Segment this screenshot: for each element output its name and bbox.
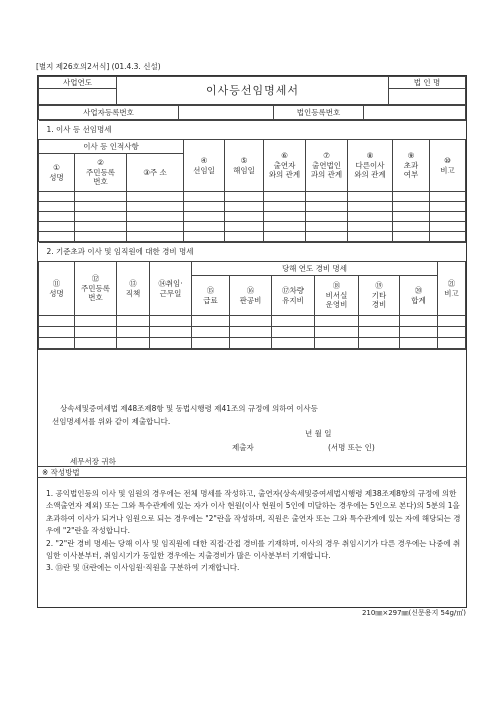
notes-divider xyxy=(37,466,467,467)
paper-size-footer: 210㎜×297㎜(신문용지 54g/㎡) xyxy=(361,609,466,617)
s2-col-entertain: ⑯ 판공비 xyxy=(230,276,272,316)
s1-col-remarks: ⑩ 비고 xyxy=(430,140,466,192)
s2-col-position: ⑬ 직책 xyxy=(117,262,150,316)
s2-col-name: ⑪ 성명 xyxy=(39,262,75,316)
table-row xyxy=(39,232,466,242)
submitter-label: 제출자 xyxy=(232,443,254,452)
table-row xyxy=(39,316,466,327)
section1-table xyxy=(38,120,466,242)
section2-heading: 2. 기준초과 이사 및 임직원에 대한 경비 명세 xyxy=(39,243,466,262)
s1-group-header: 이사 등 인적사항 xyxy=(39,140,184,154)
notes-heading: ※ 작성방법 xyxy=(42,468,80,477)
table-row xyxy=(39,202,466,212)
section2-table xyxy=(38,242,466,349)
pledge-line-2: 선임명세서를 위와 같이 제출합니다. xyxy=(52,417,171,426)
note-item-2: 2. "2"란 경비 명세는 당해 이사 및 임직원에 대한 직접·간접 경비를 기재하며, 이사의 경우 취임시기가 다른 경우에는 나중에 취임한 이사분부터, 취임시기가 동일한 경우에는 지출경비가 많은 이사분부터 기재합니다. xyxy=(46,538,461,560)
s1-col-id: ② 주민등록 번호 xyxy=(75,154,127,192)
s1-col-rel-corp: ⑦ 출연법인 과의 관계 xyxy=(306,140,348,192)
biz-no-label: 사업자등록번호 xyxy=(39,106,179,120)
table-row xyxy=(39,327,466,338)
year-value[interactable] xyxy=(39,89,117,105)
year-label: 사업연도 xyxy=(39,77,117,89)
s1-col-appoint: ④ 선임일 xyxy=(184,140,225,192)
s1-col-dismiss: ⑤ 해임일 xyxy=(225,140,264,192)
s1-col-rel-donor: ⑥ 출연자 와의 관계 xyxy=(264,140,306,192)
s2-col-other: ⑲ 기타 경비 xyxy=(359,276,400,316)
top-table xyxy=(38,76,466,105)
s1-col-name: ① 성명 xyxy=(39,154,75,192)
s2-col-id: ⑫ 주민등록 번호 xyxy=(75,262,117,316)
table-row xyxy=(39,212,466,222)
corp-name-value[interactable] xyxy=(389,89,466,105)
note-item-3: 3. ⑬란 및 ⑭란에는 이사임원·직원을 구분하여 기재합니다. xyxy=(46,563,240,573)
s1-col-rel-director: ⑧ 다른이사 와의 관계 xyxy=(348,140,393,192)
table-row xyxy=(39,338,466,349)
s2-col-salary: ⑮ 급료 xyxy=(192,276,230,316)
s1-col-address: ③주 소 xyxy=(127,154,184,192)
s2-col-remarks: ㉑ 비고 xyxy=(438,262,466,316)
pledge-line-1: 상속세및증여세법 제48조제8항 및 동법시행령 제41조의 규정에 의하여 이사등 xyxy=(60,404,318,413)
form-header-label: [별지 제26호의2서식] (01.4.3. 신설) xyxy=(36,62,161,71)
s2-col-secretary: ⑱ 비서실 운영비 xyxy=(315,276,359,316)
corp-reg-value[interactable] xyxy=(364,106,466,120)
section1-heading: 1. 이사 등 선임명세 xyxy=(39,121,466,140)
s2-col-vehicle: ⑰차량 유지비 xyxy=(272,276,315,316)
corp-reg-label: 법인등록번호 xyxy=(274,106,364,120)
table-row xyxy=(39,192,466,202)
note-item-1: 1. 공익법인등의 이사 및 임원의 경우에는 전체 명세를 작성하고, 출연자(상속세및증여세법시행령 제38조제8항의 규정에 의한 소액출연자 제외) 또는 그와 특수관계에 있는 자가 이사 현원(이사 현원이 5인에 미달하는 경우에는 5인으로 본다)의 5분의 1을 초과하여 이사가 되거나 임원으로 되는 경우에는 "2"란을 작성하며, 직원은 출연자 또는 그와 특수관계에 있는 자에 해당되는 경우에 "2"란을 작성합니다. xyxy=(46,489,461,536)
s2-col-total: ⑳ 합계 xyxy=(400,276,438,316)
recipient-label: 세무서장 귀하 xyxy=(70,457,116,466)
notes-divider-2 xyxy=(37,477,467,478)
signature-field[interactable]: (서명 또는 인) xyxy=(328,443,375,452)
corp-name-label: 법 인 명 xyxy=(389,77,466,89)
s2-group-header: 당해 연도 경비 명세 xyxy=(192,262,438,276)
form-title: 이사등선임명세서 xyxy=(117,77,389,105)
s1-col-excess: ⑨ 초과 여부 xyxy=(393,140,430,192)
s2-col-tenure: ⑭취임· 근무일 xyxy=(150,262,192,316)
biz-table xyxy=(38,105,466,120)
submit-date[interactable]: 년 월 일 xyxy=(305,429,332,438)
biz-no-value[interactable] xyxy=(179,106,274,120)
table-row xyxy=(39,222,466,232)
notes-list xyxy=(46,488,462,575)
